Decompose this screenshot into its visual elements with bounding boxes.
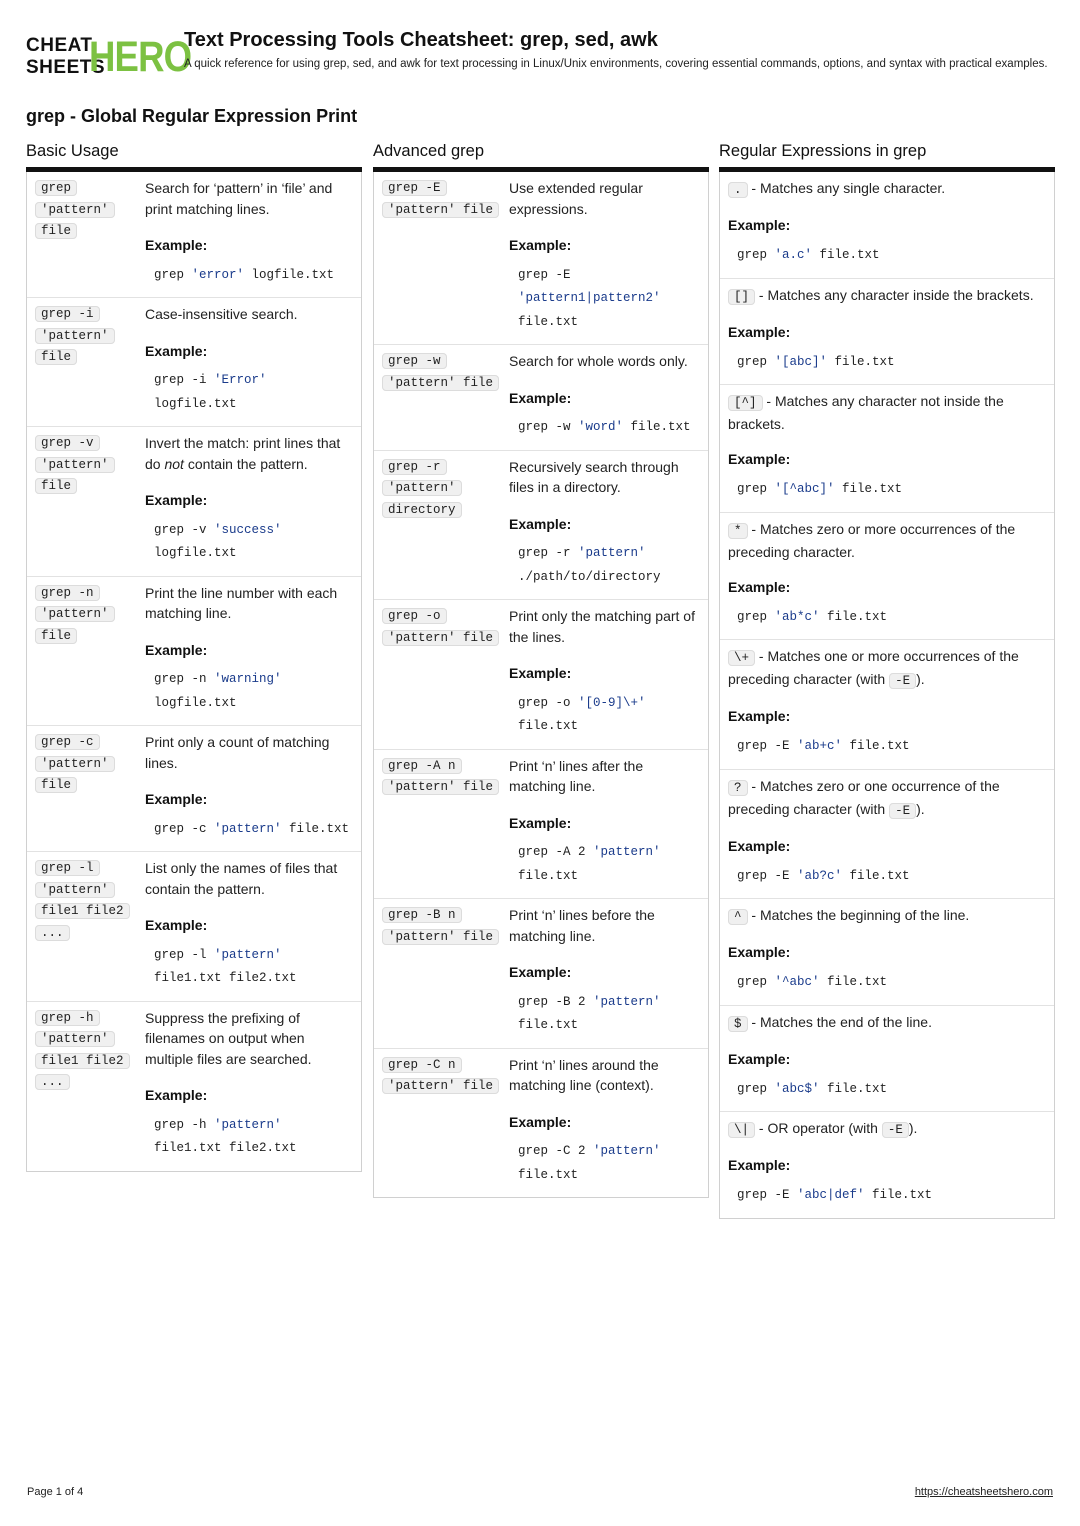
- description-cell: [509, 606, 700, 739]
- example-label: Example:: [728, 1157, 791, 1173]
- description-cell: [509, 756, 700, 889]
- table-row: [374, 898, 708, 1048]
- command-cell: grep 'pattern' file: [35, 178, 145, 287]
- flag-badge: -E: [889, 803, 916, 819]
- table-row: [27, 725, 361, 851]
- section-title: grep - Global Regular Expression Print: [26, 106, 358, 126]
- table-row: [27, 297, 361, 426]
- command-card: [26, 172, 362, 1172]
- regex-description: \| - OR operator (with -E ).: [728, 1118, 1046, 1141]
- description-text: Print ‘n’ lines around the matching line (context).: [509, 1056, 659, 1093]
- example-label: Example:: [509, 814, 572, 831]
- example-label: Example:: [728, 1050, 791, 1067]
- list-item: [720, 639, 1054, 769]
- example-label: Example:: [728, 837, 791, 854]
- description-cell: [509, 1055, 700, 1188]
- example-code: grep 'abc$' file.txt: [737, 1081, 888, 1096]
- command-card: [373, 172, 709, 1198]
- table-row: [374, 1048, 708, 1198]
- example-label: Example:: [509, 1113, 572, 1130]
- example-code: grep '[^abc]' file.txt: [737, 482, 903, 496]
- description-text: Print the line number with each matching line.: [145, 584, 338, 621]
- description-cell: [145, 304, 353, 416]
- example-label: Example:: [509, 515, 572, 532]
- example-label: Example:: [728, 944, 791, 960]
- column-basic-usage: [26, 140, 362, 1172]
- regex-symbol: $: [728, 1016, 748, 1032]
- description-text: Print ‘n’ lines after the matching line.: [509, 757, 644, 794]
- command-cell: grep -n 'pattern' file: [35, 583, 145, 716]
- list-item: [720, 384, 1054, 512]
- list-item: [720, 172, 1054, 278]
- logo-text-hero: HERO: [89, 33, 192, 81]
- command-cell: grep -i 'pattern' file: [35, 304, 145, 416]
- description-cell: [509, 457, 700, 590]
- list-item: [720, 769, 1054, 899]
- description-text: Print ‘n’ lines before the matching line.: [509, 907, 655, 944]
- example-code: grep -v 'success' logfile.txt: [154, 522, 290, 560]
- table-row: [374, 749, 708, 899]
- example-code: grep -E 'abc|def' file.txt: [737, 1188, 933, 1202]
- table-row: [27, 576, 361, 726]
- example-code: grep -w 'word' file.txt: [518, 420, 691, 434]
- description-cell: [145, 1008, 353, 1161]
- example-code: grep -B 2 'pattern' file.txt: [518, 994, 669, 1032]
- example-code: grep 'a.c' file.txt: [737, 248, 880, 262]
- list-item: [720, 1111, 1054, 1218]
- command-cell: grep -A n 'pattern' file: [382, 756, 509, 889]
- example-code: grep -r 'pattern' ./path/to/directory: [518, 546, 661, 584]
- regex-symbol: [^]: [728, 395, 763, 411]
- table-row: [374, 172, 708, 344]
- command-cell: grep -C n 'pattern' file: [382, 1055, 509, 1188]
- description-cell: [509, 905, 700, 1038]
- regex-description: [] - Matches any character inside the brackets.: [728, 285, 1046, 308]
- list-item: [720, 278, 1054, 385]
- example-code: grep -c 'pattern' file.txt: [154, 821, 350, 836]
- column-title: Regular Expressions in grep: [719, 140, 1055, 172]
- logo-text-sheets: SHEETS: [26, 57, 106, 78]
- command-cell: grep -l 'pattern' file1 file2 ...: [35, 858, 145, 991]
- description-text: Search for ‘pattern’ in ‘file’ and print matching lines.: [145, 180, 333, 217]
- description-cell: [145, 732, 353, 841]
- example-label: Example:: [145, 917, 208, 933]
- example-label: Example:: [145, 492, 208, 508]
- regex-symbol: \|: [728, 1122, 755, 1138]
- regex-description: [^] - Matches any character not inside the brackets.: [728, 393, 1004, 432]
- flag-badge: -E: [882, 1122, 909, 1138]
- title-block: [184, 28, 1059, 72]
- command-cell: grep -h 'pattern' file1 file2 ...: [35, 1008, 145, 1161]
- regex-description: \+ - Matches one or more occurrences of the preceding character (with -E ).: [728, 648, 1019, 688]
- site-link[interactable]: https://cheatsheetshero.com: [914, 1486, 1053, 1498]
- flag-badge: -E: [889, 673, 916, 689]
- regex-symbol: ?: [728, 780, 748, 796]
- regex-description: ? - Matches zero or one occurrence of the preceding character (with -E ).: [728, 777, 1000, 818]
- example-label: Example:: [145, 237, 208, 253]
- column-title: Basic Usage: [26, 140, 362, 172]
- regex-symbol: ^: [728, 909, 748, 925]
- example-code: grep -C 2 'pattern' file.txt: [518, 1144, 669, 1182]
- description-cell: [145, 583, 353, 716]
- page-number: Page 1 of 4: [27, 1486, 84, 1498]
- example-label: Example:: [728, 578, 791, 595]
- example-code: grep -E 'ab?c' file.txt: [737, 868, 910, 883]
- example-label: Example:: [728, 323, 791, 340]
- example-label: Example:: [509, 389, 572, 406]
- example-code: grep -l 'pattern' file1.txt file2.txt: [154, 947, 297, 985]
- example-code: grep -h 'pattern' file1.txt file2.txt: [154, 1117, 297, 1155]
- example-code: grep -i 'Error' logfile.txt: [154, 373, 275, 411]
- example-label: Example:: [509, 665, 572, 681]
- table-row: [27, 426, 361, 576]
- example-code: grep 'error' logfile.txt: [154, 267, 335, 282]
- column-title: Advanced grep: [373, 140, 709, 172]
- example-label: Example:: [728, 217, 791, 233]
- example-code: grep '[abc]' file.txt: [737, 354, 895, 369]
- description-text: Search for whole words only.: [509, 353, 688, 369]
- description-cell: [509, 351, 700, 440]
- list-item: [720, 1005, 1054, 1112]
- example-label: Example:: [145, 1087, 208, 1103]
- example-code: grep -n 'warning' logfile.txt: [154, 672, 290, 710]
- description-cell: [509, 178, 700, 334]
- table-row: [374, 599, 708, 749]
- logo-text-cheat: CHEAT: [26, 35, 93, 56]
- description-text: Recursively search through files in a directory.: [509, 458, 679, 495]
- regex-card: [719, 172, 1055, 1219]
- regex-symbol: .: [728, 182, 748, 198]
- example-label: Example:: [728, 708, 791, 724]
- column-advanced-grep: [373, 140, 709, 1198]
- regex-symbol: []: [728, 289, 755, 305]
- regex-symbol: *: [728, 523, 748, 539]
- description-cell: [145, 178, 353, 287]
- table-row: [374, 344, 708, 450]
- example-code: grep '^abc' file.txt: [737, 975, 888, 989]
- command-cell: grep -B n 'pattern' file: [382, 905, 509, 1038]
- description-text: Case-insensitive search.: [145, 306, 298, 322]
- description-text: Invert the match: print lines that do not contain the pattern.: [145, 435, 341, 472]
- example-label: Example:: [509, 964, 572, 980]
- example-label: Example:: [728, 451, 791, 467]
- description-cell: [145, 858, 353, 991]
- example-label: Example:: [145, 791, 208, 807]
- table-row: [374, 450, 708, 600]
- description-text: Print only a count of matching lines.: [145, 734, 330, 771]
- example-label: Example:: [145, 641, 208, 658]
- command-cell: grep -r 'pattern' directory: [382, 457, 509, 590]
- example-label: Example:: [145, 342, 208, 359]
- example-code: grep -A 2 'pattern' file.txt: [518, 845, 669, 883]
- command-cell: grep -c 'pattern' file: [35, 732, 145, 841]
- example-code: grep 'ab*c' file.txt: [737, 609, 888, 624]
- regex-description: . - Matches any single character.: [728, 178, 1046, 201]
- regex-description: $ - Matches the end of the line.: [728, 1012, 1046, 1035]
- list-item: [720, 512, 1054, 640]
- page-subtitle: A quick reference for using grep, sed, and awk for text processing in Linux/Unix environments, covering essential commands, options, and syntax with practical examples.: [184, 58, 1048, 70]
- example-code: grep -o '[0-9]\+' file.txt: [518, 695, 654, 733]
- description-text: Print only the matching part of the lines.: [509, 608, 695, 645]
- cheatsheetshero-logo[interactable]: [26, 33, 192, 81]
- table-row: [27, 1001, 361, 1171]
- page-header: [26, 28, 1056, 98]
- example-label: Example:: [509, 237, 572, 253]
- command-cell: grep -o 'pattern' file: [382, 606, 509, 739]
- table-row: [27, 172, 361, 297]
- example-code: grep -E 'ab+c' file.txt: [737, 739, 910, 753]
- command-cell: grep -E 'pattern' file: [382, 178, 509, 334]
- description-text: List only the names of files that contain the pattern.: [145, 860, 338, 897]
- regex-description: * - Matches zero or more occurrences of the preceding character.: [728, 520, 1016, 560]
- table-row: [27, 851, 361, 1001]
- command-cell: grep -w 'pattern' file: [382, 351, 509, 440]
- description-cell: [145, 433, 353, 566]
- regex-description: ^ - Matches the beginning of the line.: [728, 905, 1046, 928]
- example-code: grep -E 'pattern1|pattern2' file.txt: [518, 267, 669, 329]
- page-title: Text Processing Tools Cheatsheet: grep, sed, awk: [184, 29, 658, 51]
- column-regex: [719, 140, 1055, 1219]
- description-text: Use extended regular expressions.: [509, 180, 643, 217]
- regex-symbol: \+: [728, 650, 755, 666]
- command-cell: grep -v 'pattern' file: [35, 433, 145, 566]
- list-item: [720, 898, 1054, 1005]
- description-text: Suppress the prefixing of filenames on output when multiple files are searched.: [145, 1009, 312, 1067]
